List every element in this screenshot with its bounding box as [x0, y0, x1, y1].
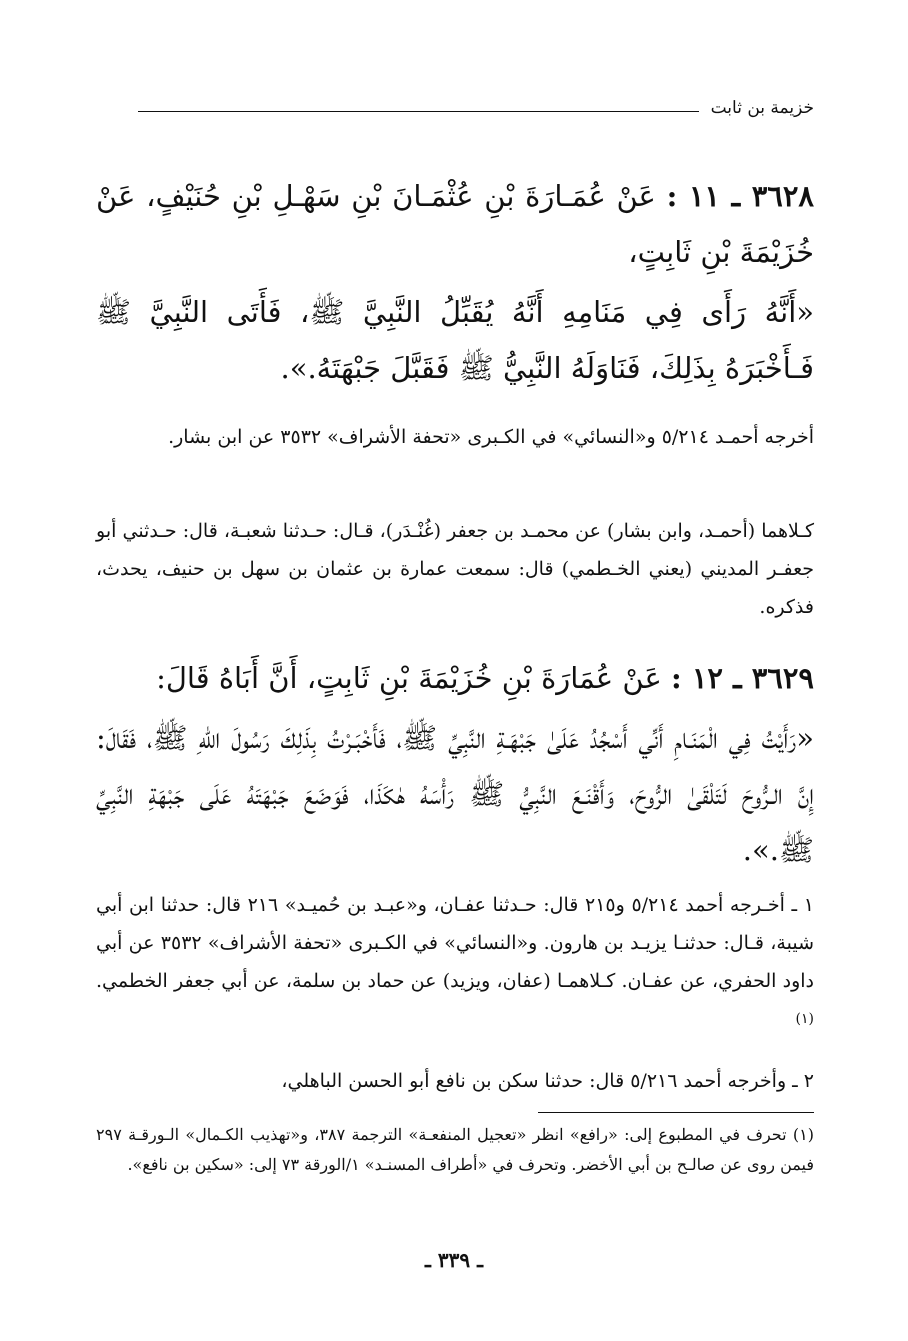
takhrij-3628-para-2-text: كـلاهما (أحمـد، وابن بشار) عن محمـد بن جعفر (غُنْـدَر)، قـال: حـدثنا شعبـة، قال: حـدثني أبو جعفـر المديني (يعني الخـطمي) قال: سمعت عمارة بن عثمان بن سهل بن حنيف، يحدث، فذكره. [96, 520, 814, 618]
takhrij-3629-item-1 [96, 886, 814, 1043]
header-rule [138, 111, 699, 112]
footnote-text: (١) تحرف في المطبوع إلى: «رافع» انظر «تعجيل المنفعـة» الترجمة ٣٨٧، و«تهذيب الكـمال» الـورقـة ٢٩٧ فيمن روى عن صالـح بن أبي الأخضر. وتحرف في «أطراف المسنـد» ١/الورقة ٧٣ إلى: «سكين بن نافع». [96, 1125, 814, 1174]
hadith-3629-isnad-text: عَنْ عُمَارَةَ بْنِ خُزَيْمَةَ بْنِ ثَابِتٍ، أَنَّ أَبَاهُ قَالَ: [156, 661, 662, 695]
hadith-3629-isnad [96, 650, 814, 706]
footnote-reference: (١) [795, 1011, 814, 1027]
hadith-3629-matn-text: «رَأَيْتُ فِي الْمَنَـامِ أَنِّي أَسْجُدُ عَلَىٰ جَبْهَـةِ النَّبِيِّ ﷺ، فَأَخْبَـرْتُ بِذَلِكَ رَسُولَ اللهِ ﷺ، فَقَالَ: إِنَّ الـرُّوحَ لَتَلْقَىٰ الرُّوحَ، وَأَقْنَـعَ النَّبِيُّ ﷺ رَأْسَهُ هٰكَذَا، فَوَضَعَ جَبْهَتَهُ عَلَى جَبْهَةِ النَّبِيِّ ﷺ.». [96, 721, 814, 867]
hadith-3628-matn [96, 284, 814, 396]
page-number: ـ ٣٣٩ ـ [425, 1248, 483, 1272]
hadith-3628-isnad-text: عَنْ عُمَـارَةَ بْنِ عُثْمَـانَ بْنِ سَهْـلِ بْنِ حُنَيْفٍ، عَنْ خُزَيْمَةَ بْنِ ثَابِتٍ، [96, 179, 814, 269]
takhrij-3629-item-2-text: ٢ ـ وأخرجه أحمد ٥/٢١٦ قال: حدثنا سكن بن نافع أبو الحسن الباهلي، [281, 1070, 814, 1092]
running-title: خزيمة بن ثابت [710, 98, 814, 118]
hadith-3628-number: ٣٦٢٨ ـ ١١ : [666, 179, 814, 213]
takhrij-3628-para-1-text: أخرجه أحمـد ٥/٢١٤ و«النسائي» في الكـبرى «تحفة الأشراف» ٣٥٣٢ عن ابن بشار. [168, 426, 814, 448]
footnote-separator [538, 1112, 814, 1113]
hadith-3628-isnad [96, 168, 814, 280]
takhrij-3629-item-2 [96, 1062, 814, 1100]
footnote [96, 1120, 814, 1180]
takhrij-3628-para-2 [96, 512, 814, 626]
takhrij-3629-item-1-text: ١ ـ أخـرجه أحمد ٥/٢١٤ و٢١٥ قال: حـدثنا عفـان، و«عبـد بن حُميـد» ٢١٦ قال: حدثنا ابن أبي شيبة، قـال: حدثنـا يزيـد بن هارون. و«النسائي» في الكـبرى «تحفة الأشراف» ٣٥٣٢ عن أبي داود الحفري، عن عفـان. كـلاهمـا (عفان، ويزيد) عن حماد بن سلمة، عن أبي جعفر الخطمي. [96, 894, 814, 992]
hadith-3629-number: ٣٦٢٩ ـ ١٢ : [671, 661, 814, 695]
hadith-3628-matn-text: «أَنَّهُ رَأَى فِي مَنَامِهِ أَنَّهُ يُقَبِّلُ النَّبِيَّ ﷺ، فَأَتَى النَّبِيَّ ﷺ فَـأَخْبَرَهُ بِذَلِكَ، فَنَاوَلَهُ النَّبِيُّ ﷺ فَقَبَّلَ جَبْهَتَهُ.». [96, 295, 814, 385]
running-header [138, 96, 814, 120]
hadith-3629-matn [96, 710, 814, 878]
takhrij-3628-para-1 [96, 418, 814, 456]
